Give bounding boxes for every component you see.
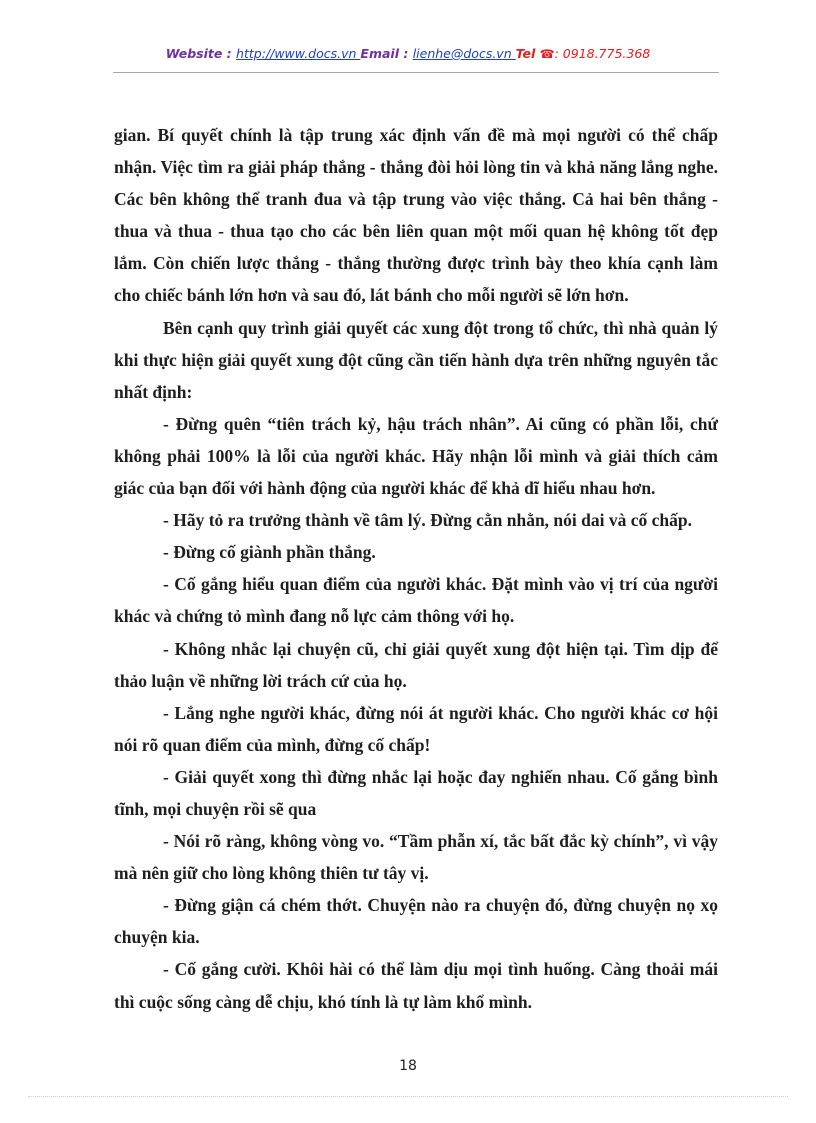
list-item: - Cố gắng cười. Khôi hài có thể làm dịu mọi tình huống. Càng thoải mái thì cuộc sống càng dễ chịu, khó tính là tự làm khổ mình. (114, 959, 718, 1012)
website-link[interactable]: http://www.docs.vn (236, 46, 361, 61)
email-label: Email : (360, 46, 413, 61)
page-header (0, 46, 816, 61)
paragraph: Bên cạnh quy trình giải quyết các xung đột trong tổ chức, thì nhà quản lý khi thực hiện giải quyết xung đột cũng cần tiến hành dựa trên những nguyên tắc nhất định: (114, 317, 718, 402)
list-item: - Đừng cố giành phần thắng. (163, 542, 376, 563)
list-item: - Không nhắc lại chuyện cũ, chỉ giải quyết xung đột hiện tại. Tìm dịp để thảo luận về những lời trách cứ của họ. (114, 638, 718, 691)
list-item: - Giải quyết xong thì đừng nhắc lại hoặc đay nghiến nhau. Cố gắng bình tĩnh, mọi chuyện rồi sẽ qua (114, 766, 718, 819)
list-item: - Đừng giận cá chém thớt. Chuyện nào ra chuyện đó, đừng chuyện nọ xọ chuyện kia. (114, 895, 718, 948)
footer-divider (28, 1096, 788, 1097)
list-item: - Đừng quên “tiên trách kỷ, hậu trách nhân”. Ai cũng có phần lỗi, chứ không phải 100% là lỗi của người khác. Hãy nhận lỗi mình và giải thích cảm giác của bạn đối với hành động của người khác để khả dĩ hiểu nhau hơn. (114, 413, 718, 499)
website-label: Website : (165, 46, 237, 61)
list-item: - Nói rõ ràng, không vòng vo. “Tầm phẫn xí, tắc bất đắc kỳ chính”, vì vậy mà nên giữ cho lòng không thiên tư tây vị. (114, 831, 718, 884)
body-text (114, 119, 718, 1018)
paragraph: gian. Bí quyết chính là tập trung xác định vấn đề mà mọi người có thể chấp nhận. Việc tìm ra giải pháp thắng - thắng đòi hỏi lòng tin và khả năng lắng nghe. Các bên không thể tranh đua và tập trung vào việc thắng. Cả hai bên thắng - thua và thua - thua tạo cho các bên liên quan một mối quan hệ không tốt đẹp lắm. Còn chiến lược thắng - thắng thường được trình bày theo khía cạnh làm cho chiếc bánh lớn hơn và sau đó, lát bánh cho mỗi người sẽ lớn hơn. (114, 125, 718, 306)
phone-icon: ☎ (539, 47, 555, 61)
list-item: - Lắng nghe người khác, đừng nói át người khác. Cho người khác cơ hội nói rõ quan điểm của mình, đừng cố chấp! (114, 702, 718, 755)
page-number: 18 (399, 1058, 417, 1074)
tel-label: Tel (515, 46, 540, 61)
list-item: - Hãy tỏ ra trưởng thành về tâm lý. Đừng cằn nhằn, nói dai và cố chấp. (163, 510, 692, 531)
header-divider (113, 72, 719, 73)
email-link[interactable]: lienhe@docs.vn (412, 46, 516, 61)
tel-number: : 0918.775.368 (554, 46, 651, 61)
list-item: - Cố gắng hiểu quan điểm của người khác. Đặt mình vào vị trí của người khác và chứng tỏ mình đang nỗ lực cảm thông với họ. (114, 574, 718, 627)
